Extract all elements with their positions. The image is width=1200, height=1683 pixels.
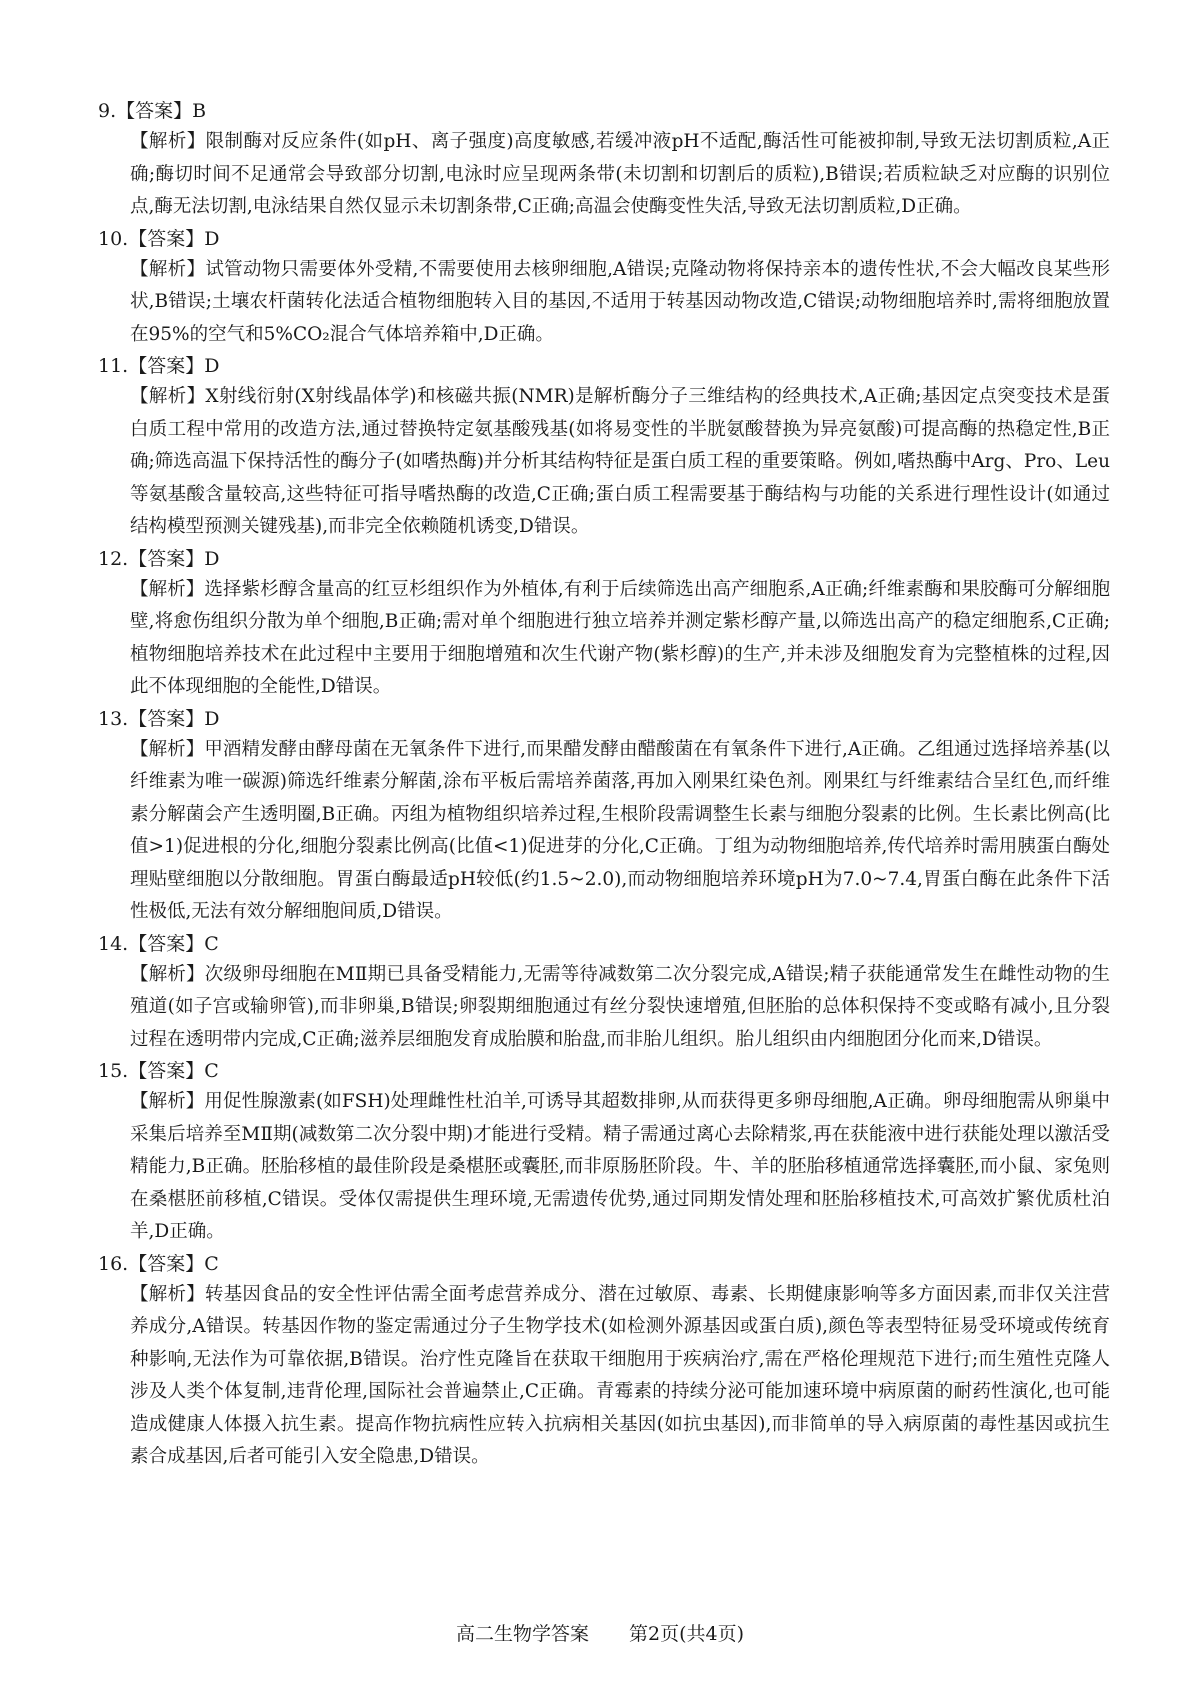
- footer-page-number: 第2页(共4页): [629, 1623, 745, 1645]
- question-16: [98, 1249, 1110, 1474]
- answer-list: [98, 96, 1110, 1474]
- analysis-text: 【解析】次级卵母细胞在MⅡ期已具备受精能力,无需等待减数第二次分裂完成,A错误;精子获能通常发生在雌性动物的生殖道(如子宫或输卵管),而非卵巢,B错误;卵裂期细胞通过有丝分裂快速增殖,但胚胎的总体积保持不变或略有减小,且分裂过程在透明带内完成,C正确;滋养层细胞发育成胎膜和胎盘,而非胎儿组织。胎儿组织由内细胞团分化而来,D错误。: [130, 963, 1110, 1050]
- analysis-text: 【解析】转基因食品的安全性评估需全面考虑营养成分、潜在过敏原、毒素、长期健康影响等多方面因素,而非仅关注营养成分,A错误。转基因作物的鉴定需通过分子生物学技术(如检测外源基因或蛋白质),颜色等表型特征易受环境或传统育种影响,无法作为可靠依据,B错误。治疗性克隆旨在获取干细胞用于疾病治疗,需在严格伦理规范下进行;而生殖性克隆人涉及人类个体复制,违背伦理,国际社会普遍禁止,C正确。青霉素的持续分泌可能加速环境中病原菌的耐药性演化,也可能造成健康人体摄入抗生素。提高作物抗病性应转入抗病相关基因(如抗虫基因),而非简单的导入病原菌的毒性基因或抗生素合成基因,后者可能引入安全隐患,D错误。: [130, 1283, 1110, 1467]
- question-15: [98, 1056, 1110, 1249]
- page-footer: [0, 1620, 1200, 1648]
- answer-label: 11.【答案】D: [98, 355, 220, 377]
- answer-label: 16.【答案】C: [98, 1252, 219, 1275]
- question-14: [98, 929, 1110, 1057]
- answer-label: 10.【答案】D: [98, 227, 220, 250]
- analysis-text: 【解析】甲酒精发酵由酵母菌在无氧条件下进行,而果醋发酵由醋酸菌在有氧条件下进行,A正确。乙组通过选择培养基(以纤维素为唯一碳源)筛选纤维素分解菌,涂布平板后需培养菌落,再加入刚果红染色剂。刚果红与纤维素结合呈红色,而纤维素分解菌会产生透明圈,B正确。丙组为植物组织培养过程,生根阶段需调整生长素与细胞分裂素的比例。生长素比例高(比值>1)促进根的分化,细胞分裂素比例高(比值<1)促进芽的分化,C正确。丁组为动物细胞培养,传代培养时需用胰蛋白酶处理贴壁细胞以分散细胞。胃蛋白酶最适pH较低(约1.5~2.0),而动物细胞培养环境pH为7.0~7.4,胃蛋白酶在此条件下活性极低,无法有效分解细胞间质,D错误。: [130, 738, 1110, 922]
- answer-label: 13.【答案】D: [98, 707, 220, 730]
- question-12: [98, 544, 1110, 704]
- answer-label: 14.【答案】C: [98, 932, 219, 955]
- answer-label: 15.【答案】C: [98, 1060, 219, 1082]
- analysis-text: 【解析】选择紫杉醇含量高的红豆杉组织作为外植体,有利于后续筛选出高产细胞系,A正确;纤维素酶和果胶酶可分解细胞壁,将愈伤组织分散为单个细胞,B正确;需对单个细胞进行独立培养并测定紫杉醇产量,以筛选出高产的稳定细胞系,C正确;植物细胞培养技术在此过程中主要用于细胞增殖和次生代谢产物(紫杉醇)的生产,并未涉及细胞发育为完整植株的过程,因此不体现细胞的全能性,D错误。: [130, 578, 1110, 697]
- answer-label: 9.【答案】B: [98, 100, 207, 122]
- analysis-text: 【解析】X射线衍射(X射线晶体学)和核磁共振(NMR)是解析酶分子三维结构的经典技术,A正确;基因定点突变技术是蛋白质工程中常用的改造方法,通过替换特定氨基酸残基(如将易变性的半胱氨酸替换为异亮氨酸)可提高酶的热稳定性,B正确;筛选高温下保持活性的酶分子(如嗜热酶)并分析其结构特征是蛋白质工程的重要策略。例如,嗜热酶中Arg、Pro、Leu等氨基酸含量较高,这些特征可指导嗜热酶的改造,C正确;蛋白质工程需要基于酶结构与功能的关系进行理性设计(如通过结构模型预测关键残基),而非完全依赖随机诱变,D错误。: [130, 386, 1110, 537]
- question-9: [98, 96, 1110, 224]
- analysis-text: 【解析】限制酶对反应条件(如pH、离子强度)高度敏感,若缓冲液pH不适配,酶活性可能被抑制,导致无法切割质粒,A正确;酶切时间不足通常会导致部分切割,电泳时应呈现两条带(未切割和切割后的质粒),B错误;若质粒缺乏对应酶的识别位点,酶无法切割,电泳结果自然仅显示未切割条带,C正确;高温会使酶变性失活,导致无法切割质粒,D正确。: [130, 131, 1110, 217]
- footer-subject: 高二生物学答案: [455, 1623, 589, 1645]
- question-13: [98, 704, 1110, 929]
- analysis-text: 【解析】用促性腺激素(如FSH)处理雌性杜泊羊,可诱导其超数排卵,从而获得更多卵母细胞,A正确。卵母细胞需从卵巢中采集后培养至MⅡ期(减数第二次分裂中期)才能进行受精。精子需通过离心去除精浆,再在获能液中进行获能处理以激活受精能力,B正确。胚胎移植的最佳阶段是桑椹胚或囊胚,而非原肠胚阶段。牛、羊的胚胎移植通常选择囊胚,而小鼠、家兔则在桑椹胚前移植,C错误。受体仅需提供生理环境,无需遗传优势,通过同期发情处理和胚胎移植技术,可高效扩繁优质杜泊羊,D正确。: [130, 1091, 1110, 1242]
- analysis-text: 【解析】试管动物只需要体外受精,不需要使用去核卵细胞,A错误;克隆动物将保持亲本的遗传性状,不会大幅改良某些形状,B错误;土壤农杆菌转化法适合植物细胞转入目的基因,不适用于转基因动物改造,C错误;动物细胞培养时,需将细胞放置在95%的空气和5%CO₂混合气体培养箱中,D正确。: [130, 258, 1110, 345]
- answer-label: 12.【答案】D: [98, 547, 220, 570]
- question-11: [98, 351, 1110, 544]
- question-10: [98, 224, 1110, 352]
